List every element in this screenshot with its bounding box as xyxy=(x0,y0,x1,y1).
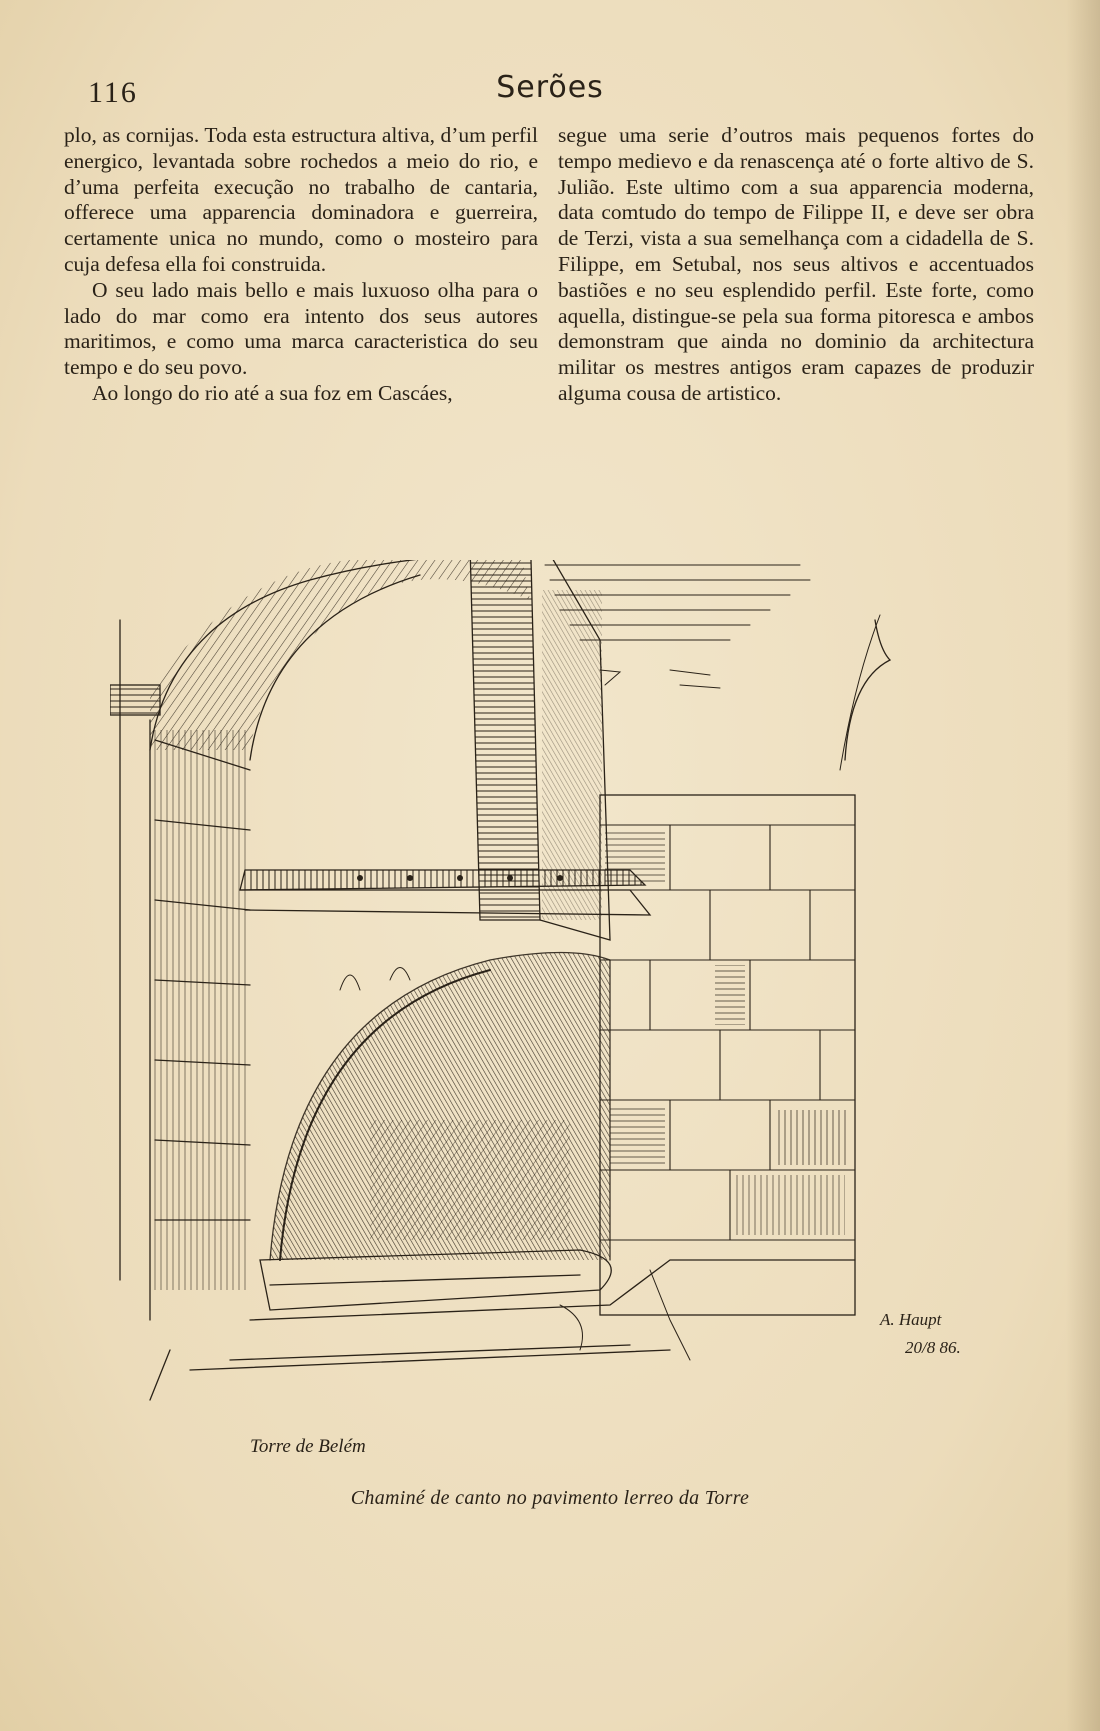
sketch-date: 20/8 86. xyxy=(905,1338,961,1357)
page-edge-shadow xyxy=(1066,0,1100,1731)
chimney-sketch-illustration xyxy=(110,560,990,1470)
artist-signature: A. Haupt xyxy=(880,1310,942,1329)
right-column xyxy=(558,123,1034,407)
page-number: 116 xyxy=(88,76,138,109)
paragraph: plo, as cornijas. Toda esta estructura altiva, d’um perfil energico, levantada sobre rochedos a meio do rio, e d’uma perfeita execução no trabalho de cantaria, offerece uma apparencia dominadora e guerreira, certamente unica no mundo, como o mosteiro para cuja defesa ella foi construida. xyxy=(64,123,538,276)
paragraph: Ao longo do rio até a sua foz em Cascáes, xyxy=(92,380,453,405)
paragraph: O seu lado mais bello e mais luxuoso olha para o lado do mar como era intento dos seus autores maritimos, e como uma marca caracteristica do seu tempo e do seu povo. xyxy=(64,277,538,380)
left-column xyxy=(64,123,538,407)
running-title: Serões xyxy=(496,70,604,105)
paragraph: segue uma serie d’outros mais pequenos fortes do tempo medievo e da renascença até o forte altivo de S. Julião. Este ultimo com a sua apparencia moderna, data comtudo do tempo de Filippe II, e deve ser obra de Terzi, vista a sua semelhança com a cidadella de S. Filippe, em Setubal, nos seus altivos e accentuados bastiões e no seu esplendido perfil. Este forte, como aquella, distingue-se pela sua forma pitoresca e ambos demonstram que ainda no dominio da architectura militar os mestres antigos eram capazes de produzir alguma cousa de artistico. xyxy=(558,123,1034,405)
sketch-location-label: Torre de Belém xyxy=(250,1436,366,1457)
figure-caption: Chaminé de canto no pavimento lerreo da Torre xyxy=(350,1487,750,1509)
